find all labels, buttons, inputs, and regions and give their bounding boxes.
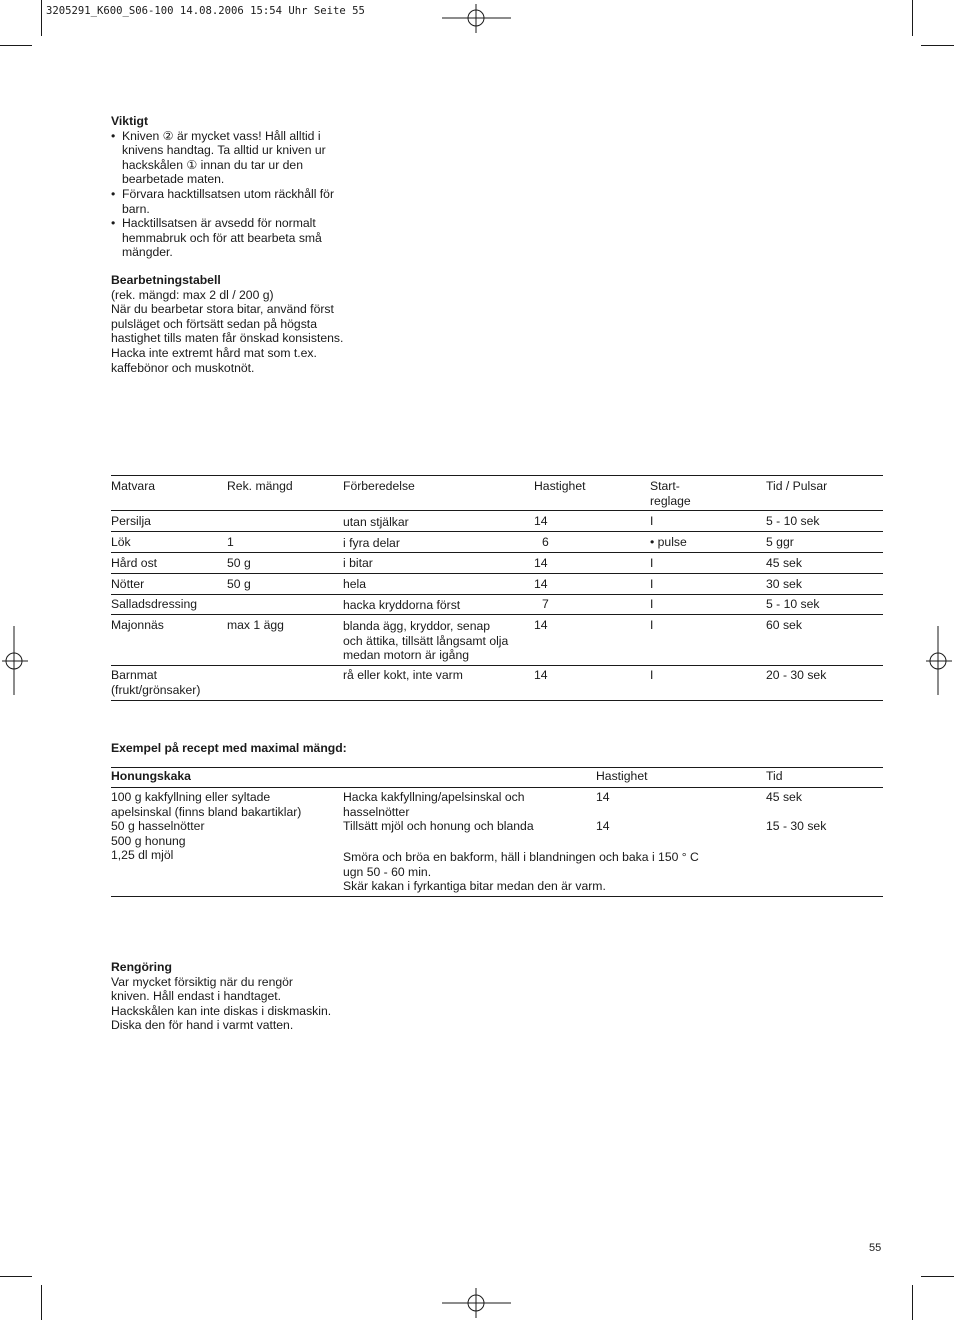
table-cell: I xyxy=(650,514,654,528)
warning-list xyxy=(111,129,363,260)
table-cell: Barnmat (frukt/grönsaker) xyxy=(111,668,201,697)
table-cell: 50 g xyxy=(227,556,251,570)
page-number: 55 xyxy=(869,1242,882,1254)
table-cell: Lök xyxy=(111,535,131,549)
table-cell: max 1 ägg xyxy=(227,618,284,632)
warning-item: • Hacktillsatsen är avsedd för normalt hemmabruk och för att bearbeta små mängder. xyxy=(111,216,363,260)
table-cell: rå eller kokt, inte varm xyxy=(343,668,463,682)
table-header-time: Tid / Pulsar xyxy=(766,479,828,493)
table-cell: 60 sek xyxy=(766,618,802,632)
recipe-time-header: Tid xyxy=(766,769,783,783)
recipe-ingredients: 100 g kakfyllning eller syltade apelsinskal (finns bland bakartiklar) 50 g hasselnötter 500 g honung 1,25 dl mjöl xyxy=(111,790,302,863)
table-header-food: Matvara xyxy=(111,479,156,493)
recipe-name: Honungskaka xyxy=(111,769,191,783)
table-cell: i bitar xyxy=(343,556,373,570)
table-header-preparation: Förberedelse xyxy=(343,479,415,493)
table-cell: blanda ägg, kryddor, senap och ättika, tillsätt långsamt olja medan motorn är igång xyxy=(343,619,509,663)
table-header-speed: Hastighet xyxy=(534,479,586,493)
warning-title: Viktigt xyxy=(111,114,149,128)
processing-title: Bearbetningstabell xyxy=(111,273,221,287)
table-cell: 5 - 10 sek xyxy=(766,514,820,528)
table-cell: 5 - 10 sek xyxy=(766,597,820,611)
table-cell: I xyxy=(650,618,654,632)
table-cell: Nötter xyxy=(111,577,145,591)
recipe-step-speed: 14 xyxy=(596,819,610,833)
table-cell: 14 xyxy=(534,577,548,591)
recipe-speed-header: Hastighet xyxy=(596,769,648,783)
table-cell: utan stjälkar xyxy=(343,515,409,529)
table-cell: Hård ost xyxy=(111,556,158,570)
warning-section xyxy=(111,114,363,260)
recipe-section-title: Exempel på recept med maximal mängd: xyxy=(111,741,347,755)
table-header-switch: Start- reglage xyxy=(650,479,691,508)
table-cell: Majonnäs xyxy=(111,618,164,632)
table-cell: 30 sek xyxy=(766,577,802,591)
processing-body: (rek. mängd: max 2 dl / 200 g) När du bearbetar stora bitar, använd först pulsläget och förtsätt sedan på högsta hastighet tills maten får önskad konsistens. Hacka inte extremt hård mat som t.ex. kaffebönor och muskotnöt. xyxy=(111,287,344,375)
table-cell: 7 xyxy=(542,597,549,611)
cleaning-title: Rengöring xyxy=(111,960,172,974)
table-cell: 20 - 30 sek xyxy=(766,668,827,682)
recipe-step-text: Hacka kakfyllning/apelsinskal och hasselnötter xyxy=(343,790,525,819)
table-cell: 14 xyxy=(534,618,548,632)
table-cell: I xyxy=(650,577,654,591)
table-cell: hacka kryddorna först xyxy=(343,598,461,612)
table-header-amount: Rek. mängd xyxy=(227,479,293,493)
recipe-step-speed: 14 xyxy=(596,790,610,804)
table-cell: I xyxy=(650,556,654,570)
table-cell: • pulse xyxy=(650,535,687,549)
table-cell: i fyra delar xyxy=(343,536,400,550)
print-header: 3205291_K600_S06-100 14.08.2006 15:54 Uhr Seite 55 xyxy=(46,5,365,17)
recipe-final-instructions: Smöra och bröa en bakform, häll i blandningen och baka i 150 ° C ugn 50 - 60 min. Skär kakan i fyrkantiga bitar medan den är varm. xyxy=(343,850,699,894)
warning-item: • Kniven ② är mycket vass! Håll alltid i knivens handtag. Ta alltid ur kniven ur hackskålen ① innan du tar ur den bearbetade maten. xyxy=(111,129,363,187)
table-cell: 1 xyxy=(227,535,234,549)
table-cell: 6 xyxy=(542,535,549,549)
table-cell: 14 xyxy=(534,556,548,570)
warning-item: • Förvara hacktillsatsen utom räckhåll för barn. xyxy=(111,187,363,216)
table-cell: 5 ggr xyxy=(766,535,794,549)
table-cell: 14 xyxy=(534,668,548,682)
recipe-step-time: 45 sek xyxy=(766,790,802,804)
table-cell: I xyxy=(650,597,654,611)
table-cell: Salladsdressing xyxy=(111,597,198,611)
table-cell: 14 xyxy=(534,514,548,528)
processing-section xyxy=(111,273,359,375)
recipe-step-text: Tillsätt mjöl och honung och blanda xyxy=(343,819,534,833)
table-cell: 45 sek xyxy=(766,556,802,570)
table-cell: 50 g xyxy=(227,577,251,591)
table-cell: hela xyxy=(343,577,367,591)
table-cell: I xyxy=(650,668,654,682)
cleaning-section xyxy=(111,960,371,1033)
recipe-step-time: 15 - 30 sek xyxy=(766,819,827,833)
cleaning-body: Var mycket försiktig när du rengör kniven. Håll endast i handtaget. Hackskålen kan inte diskas i diskmaskin. Diska den för hand i varmt vatten. xyxy=(111,974,332,1033)
table-cell: Persilja xyxy=(111,514,151,528)
